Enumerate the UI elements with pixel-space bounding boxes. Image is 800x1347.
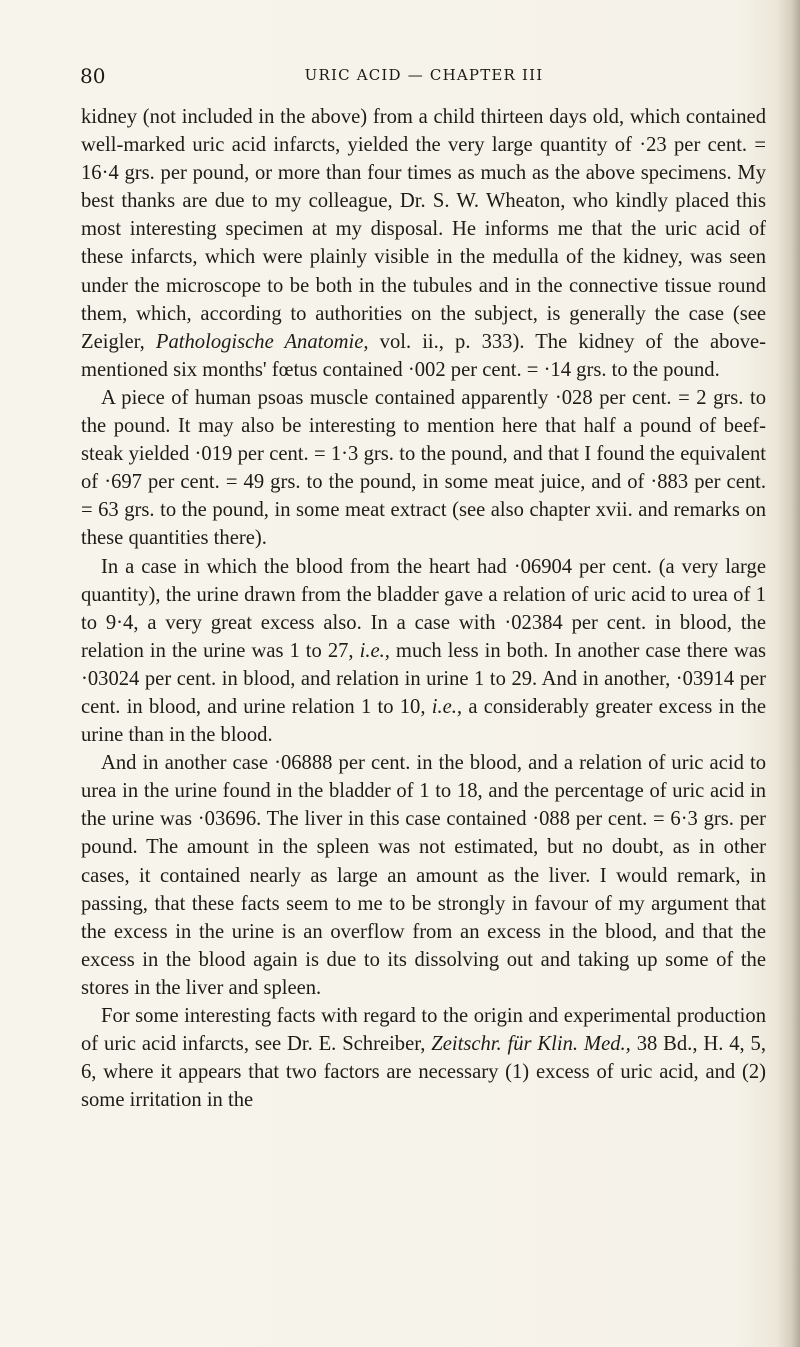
paragraph: kidney (not included in the above) from a child thirteen days old, which contained well-marked uric acid infarcts, yielded the very large quantity of ·23 per cent. = 16·4 grs. per pound, or more than four times as much as the above specimens. My best thanks are due to my colleague, Dr. S. W. Wheaton, who kindly placed this most interesting specimen at my disposal. He informs me that the uric acid of these infarcts, which were plainly visible in the medulla of the kidney, was seen under the microscope to be both in the tubules and in the connective tissue round them, which, according to authorities on the subject, is generally the case (see Zeigler, Pathologische Anatomie, vol. ii., p. 333). The kidney of the above-mentioned six months' fœtus contained ·002 per cent. = ·14 grs. to the pound.	[81, 106, 767, 381]
italic-abbrev: i.e.,	[359, 639, 390, 662]
page-number: 80	[80, 64, 106, 88]
paragraph: For some interesting facts with regard to the origin and experimental production of uric acid infarcts, see Dr. E. Schreiber, Zeitschr. für Klin. Med., 38 Bd., H. 4, 5, 6, where it appears that two factors are necessary (1) excess of uric acid, and (2) some irritation in the	[81, 1005, 766, 1112]
italic-abbrev: i.e.,	[431, 695, 463, 718]
paragraph: In a case in which the blood from the heart had ·06904 per cent. (a very large quantity), the urine drawn from the bladder gave a relation of uric acid to urea of 1 to 9·4, a very great excess also. In a case with ·02384 per cent. in blood, the relation in the urine was 1 to 27, i.e., much less in both. In another case there was ·03024 per cent. in blood, and relation in urine 1 to 29. And in another, ·03914 per cent. in blood, and urine relation 1 to 10, i.e., a considerably greater excess in the urine than in the blood.	[81, 555, 766, 747]
italic-title: Pathologische Anatomie,	[155, 330, 369, 353]
running-head: URIC ACID — CHAPTER III	[304, 66, 544, 84]
page-header	[80, 64, 768, 88]
body-text	[81, 103, 766, 1114]
paragraph: And in another case ·06888 per cent. in the blood, and a relation of uric acid to urea in the urine found in the bladder of 1 to 18, and the percentage of uric acid in the urine was ·03696. The liver in this case contained ·088 per cent. = 6·3 grs. per pound. The amount in the spleen was not estimated, but no doubt, as in other cases, it contained nearly as large an amount as the liver. I would remark, in passing, that these facts seem to me to be strongly in favour of my argument that the excess in the urine is an overflow from an excess in the blood, and that the excess in the blood again is due to its dissolving out and taking up some of the stores in the liver and spleen.	[81, 752, 766, 999]
page-edge-shadow	[778, 0, 800, 1347]
paragraph: A piece of human psoas muscle contained apparently ·028 per cent. = 2 grs. to the pound. It may also be interesting to mention here that half a pound of beef-steak yielded ·019 per cent. = 1·3 grs. to the pound, and that I found the equivalent of ·697 per cent. = 49 grs. to the pound, in some meat juice, and of ·883 per cent. = 63 grs. to the pound, in some meat extract (see also chapter xvii. and remarks on these quantities there).	[81, 386, 766, 550]
italic-title: Zeitschr. für Klin. Med.,	[431, 1033, 631, 1056]
